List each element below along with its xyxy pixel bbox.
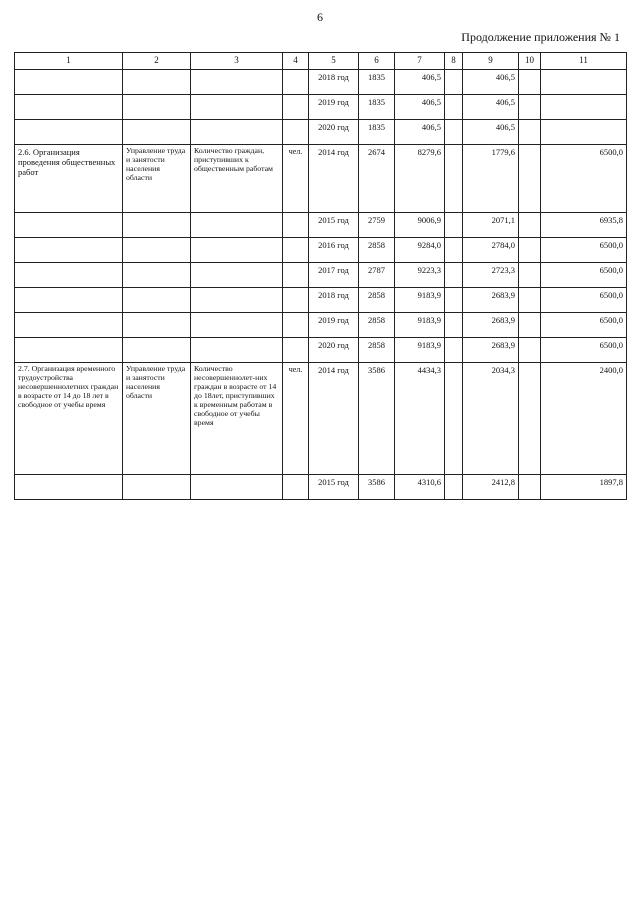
cell-indicator <box>191 263 283 288</box>
cell-total: 8279,6 <box>395 145 445 213</box>
cell-total: 4434,3 <box>395 363 445 475</box>
cell-unit <box>283 288 309 313</box>
header-col-7: 7 <box>395 53 445 70</box>
cell-unit <box>283 313 309 338</box>
cell-col10 <box>519 70 541 95</box>
header-row <box>15 53 627 70</box>
table-row <box>15 238 627 263</box>
cell-executor <box>123 238 191 263</box>
cell-col10 <box>519 95 541 120</box>
table-row <box>15 288 627 313</box>
table-row <box>15 313 627 338</box>
cell-col9: 2071,1 <box>463 213 519 238</box>
header-col-1: 1 <box>15 53 123 70</box>
cell-col10 <box>519 238 541 263</box>
cell-value: 3586 <box>359 475 395 500</box>
cell-activity <box>15 263 123 288</box>
cell-year: 2018 год <box>309 70 359 95</box>
cell-indicator <box>191 238 283 263</box>
cell-col9: 406,5 <box>463 95 519 120</box>
cell-activity <box>15 95 123 120</box>
cell-executor <box>123 95 191 120</box>
cell-value: 2858 <box>359 238 395 263</box>
cell-col11: 6500,0 <box>541 238 627 263</box>
cell-total: 406,5 <box>395 70 445 95</box>
cell-activity <box>15 338 123 363</box>
cell-total: 9223,3 <box>395 263 445 288</box>
cell-unit <box>283 238 309 263</box>
cell-indicator <box>191 338 283 363</box>
cell-indicator <box>191 120 283 145</box>
cell-executor <box>123 288 191 313</box>
cell-activity <box>15 213 123 238</box>
table-row <box>15 213 627 238</box>
table-row <box>15 95 627 120</box>
header-col-8: 8 <box>445 53 463 70</box>
cell-executor <box>123 70 191 95</box>
cell-col9: 2683,9 <box>463 288 519 313</box>
cell-col9: 1779,6 <box>463 145 519 213</box>
cell-year: 2015 год <box>309 213 359 238</box>
table-row <box>15 363 627 475</box>
cell-unit <box>283 120 309 145</box>
cell-executor <box>123 263 191 288</box>
cell-activity: 2.6. Организация проведения общественных работ <box>15 145 123 213</box>
header-col-6: 6 <box>359 53 395 70</box>
cell-col8 <box>445 288 463 313</box>
cell-indicator <box>191 95 283 120</box>
cell-col11 <box>541 120 627 145</box>
cell-col10 <box>519 475 541 500</box>
table-row <box>15 70 627 95</box>
cell-col11: 6500,0 <box>541 288 627 313</box>
cell-col8 <box>445 95 463 120</box>
program-table <box>14 52 627 500</box>
page-number: 6 <box>317 10 323 24</box>
cell-total: 9183,9 <box>395 288 445 313</box>
table-row <box>15 120 627 145</box>
cell-unit <box>283 475 309 500</box>
cell-col11: 1897,8 <box>541 475 627 500</box>
cell-unit <box>283 338 309 363</box>
cell-col9: 406,5 <box>463 120 519 145</box>
cell-indicator <box>191 288 283 313</box>
cell-unit <box>283 213 309 238</box>
cell-year: 2015 год <box>309 475 359 500</box>
cell-col11: 6500,0 <box>541 145 627 213</box>
cell-col8 <box>445 145 463 213</box>
cell-year: 2014 год <box>309 145 359 213</box>
cell-total: 4310,6 <box>395 475 445 500</box>
cell-col8 <box>445 263 463 288</box>
cell-executor <box>123 313 191 338</box>
cell-unit: чел. <box>283 363 309 475</box>
table-row <box>15 145 627 213</box>
cell-total: 406,5 <box>395 95 445 120</box>
cell-unit <box>283 263 309 288</box>
cell-year: 2016 год <box>309 238 359 263</box>
cell-col9: 406,5 <box>463 70 519 95</box>
cell-total: 9006,9 <box>395 213 445 238</box>
cell-activity <box>15 70 123 95</box>
cell-col10 <box>519 313 541 338</box>
cell-activity <box>15 475 123 500</box>
header-col-5: 5 <box>309 53 359 70</box>
header-col-4: 4 <box>283 53 309 70</box>
cell-activity <box>15 288 123 313</box>
cell-col8 <box>445 475 463 500</box>
cell-col10 <box>519 338 541 363</box>
cell-year: 2019 год <box>309 313 359 338</box>
cell-activity <box>15 120 123 145</box>
cell-executor <box>123 338 191 363</box>
cell-col10 <box>519 120 541 145</box>
cell-activity <box>15 238 123 263</box>
cell-col11 <box>541 70 627 95</box>
cell-value: 1835 <box>359 120 395 145</box>
cell-col9: 2412,8 <box>463 475 519 500</box>
cell-value: 1835 <box>359 70 395 95</box>
cell-executor <box>123 475 191 500</box>
cell-year: 2019 год <box>309 95 359 120</box>
cell-value: 1835 <box>359 95 395 120</box>
cell-total: 9284,0 <box>395 238 445 263</box>
cell-unit <box>283 95 309 120</box>
cell-value: 2858 <box>359 313 395 338</box>
cell-col10 <box>519 288 541 313</box>
header-col-3: 3 <box>191 53 283 70</box>
cell-value: 2674 <box>359 145 395 213</box>
cell-indicator: Количество несовершеннолет-них граждан в возрасте от 14 до 18лет, приступивших к временным работам в свободное от учебы время <box>191 363 283 475</box>
cell-col8 <box>445 338 463 363</box>
cell-col10 <box>519 263 541 288</box>
header-col-10: 10 <box>519 53 541 70</box>
table-row <box>15 338 627 363</box>
cell-col9: 2683,9 <box>463 313 519 338</box>
cell-indicator <box>191 475 283 500</box>
cell-col9: 2683,9 <box>463 338 519 363</box>
cell-activity <box>15 313 123 338</box>
cell-executor: Управление труда и занятости населения области <box>123 145 191 213</box>
cell-col8 <box>445 363 463 475</box>
cell-total: 9183,9 <box>395 313 445 338</box>
cell-total: 9183,9 <box>395 338 445 363</box>
cell-total: 406,5 <box>395 120 445 145</box>
cell-col9: 2784,0 <box>463 238 519 263</box>
cell-year: 2020 год <box>309 120 359 145</box>
cell-col11: 2400,0 <box>541 363 627 475</box>
header-col-2: 2 <box>123 53 191 70</box>
cell-value: 2858 <box>359 288 395 313</box>
cell-unit <box>283 70 309 95</box>
table-row <box>15 475 627 500</box>
cell-unit: чел. <box>283 145 309 213</box>
cell-col11: 6935,8 <box>541 213 627 238</box>
cell-indicator <box>191 213 283 238</box>
cell-year: 2020 год <box>309 338 359 363</box>
cell-col8 <box>445 70 463 95</box>
cell-col10 <box>519 363 541 475</box>
cell-activity: 2.7. Организация временного трудоустройства несовершеннолетних граждан в возрасте от 14 до 18 лет в свободное от учебы время <box>15 363 123 475</box>
cell-indicator <box>191 70 283 95</box>
table-row <box>15 263 627 288</box>
cell-col8 <box>445 313 463 338</box>
cell-col10 <box>519 213 541 238</box>
cell-executor <box>123 213 191 238</box>
cell-value: 2787 <box>359 263 395 288</box>
cell-executor: Управление труда и занятости населения области <box>123 363 191 475</box>
cell-col11 <box>541 95 627 120</box>
header-col-9: 9 <box>463 53 519 70</box>
cell-col9: 2723,3 <box>463 263 519 288</box>
cell-year: 2017 год <box>309 263 359 288</box>
cell-value: 3586 <box>359 363 395 475</box>
cell-indicator: Количество граждан, приступивших к общественным работам <box>191 145 283 213</box>
cell-col8 <box>445 238 463 263</box>
cell-col11: 6500,0 <box>541 263 627 288</box>
cell-col8 <box>445 120 463 145</box>
annex-title: Продолжение приложения № 1 <box>461 30 620 44</box>
cell-col11: 6500,0 <box>541 338 627 363</box>
cell-value: 2759 <box>359 213 395 238</box>
cell-value: 2858 <box>359 338 395 363</box>
cell-executor <box>123 120 191 145</box>
cell-col10 <box>519 145 541 213</box>
cell-col11: 6500,0 <box>541 313 627 338</box>
cell-year: 2018 год <box>309 288 359 313</box>
cell-col8 <box>445 213 463 238</box>
cell-year: 2014 год <box>309 363 359 475</box>
header-col-11: 11 <box>541 53 627 70</box>
cell-col9: 2034,3 <box>463 363 519 475</box>
cell-indicator <box>191 313 283 338</box>
